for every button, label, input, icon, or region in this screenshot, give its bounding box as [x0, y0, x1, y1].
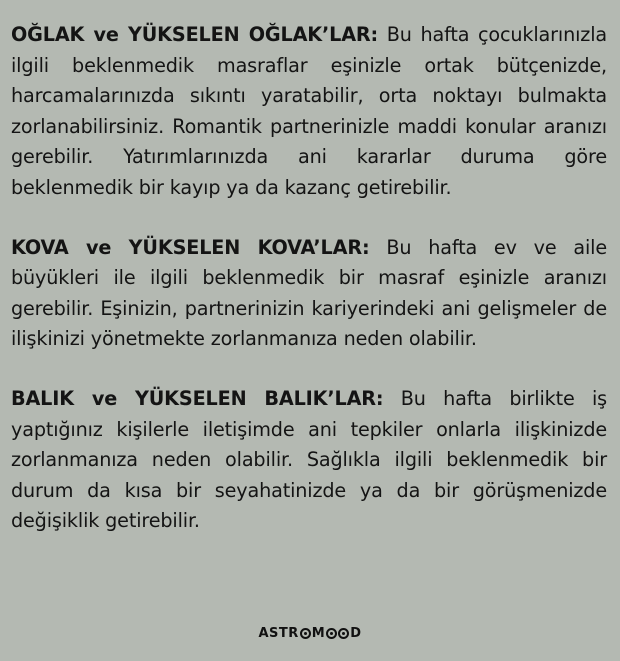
sign-heading-kova: KOVA ve YÜKSELEN KOVA’LAR:	[11, 235, 370, 259]
logo-ring-icon	[338, 628, 349, 639]
sign-heading-balik: BALIK ve YÜKSELEN BALIK’LAR:	[11, 386, 384, 410]
logo-ring-icon	[326, 628, 337, 639]
logo-text-part2: M	[311, 626, 326, 641]
paragraph-body-balik: Bu hafta birlikte iş yaptığınız kişilerle iletişimde ani tepkiler onlarla ilişkinizde zorlanmanıza neden olabilir. Sağlıkla ilgili beklenmedik bir durum da kısa bir seyahatinizde ya da bir görüşmenizde değişiklik getirebilir.	[11, 386, 607, 533]
logo-mark	[254, 625, 365, 642]
paragraph-body-kova: Bu hafta ev ve aile büyükleri ile ilgili beklenmedik bir masraf eşinizle aranızı gerebilir. Eşinizin, partnerinizin kariyerindeki ani gelişmeler de ilişkinizi yönetmekte zorlanmanıza neden olabilir.	[11, 235, 607, 351]
paragraph-kova	[11, 233, 607, 355]
horoscope-text	[11, 20, 607, 566]
logo-ring-icon	[300, 628, 311, 639]
paragraph-oglak	[11, 20, 607, 204]
astromood-logo	[0, 625, 620, 642]
paragraph-balik	[11, 384, 607, 537]
paragraph-body-oglak: Bu hafta çocuklarınızla ilgili beklenmedik masraflar eşinizle ortak bütçenizde, harcamalarınızda sıkıntı yaratabilir, orta noktayı bulmakta zorlanabilirsiniz. Romantik partnerinizle maddi konular aranızı gerebilir. Yatırımlarınızda ani kararlar duruma göre beklenmedik bir kayıp ya da kazanç getirebilir.	[11, 23, 607, 199]
logo-text-part3: D	[350, 626, 362, 641]
sign-heading-oglak: OĞLAK ve YÜKSELEN OĞLAK’LAR:	[11, 23, 379, 46]
logo-text-part1: ASTR	[258, 626, 299, 641]
